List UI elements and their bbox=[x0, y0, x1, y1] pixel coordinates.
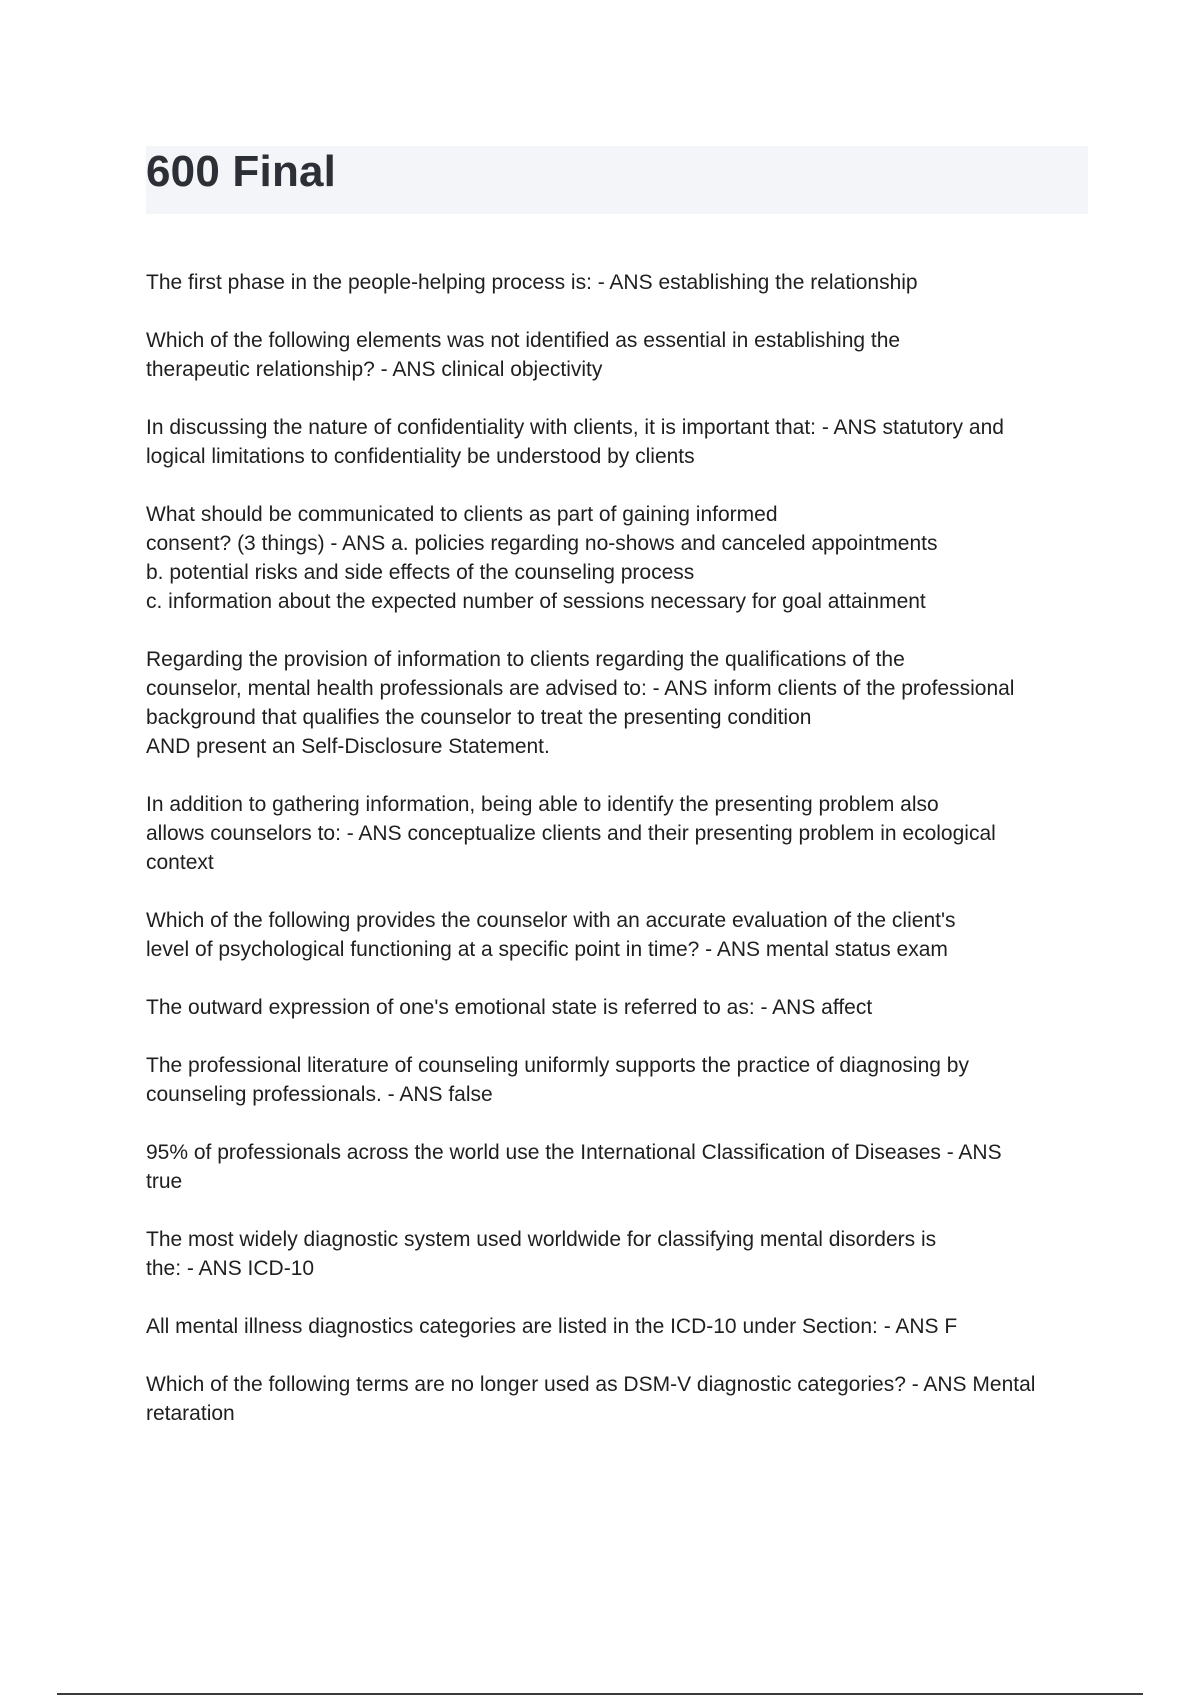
qa-item bbox=[146, 1225, 1094, 1283]
qa-line: the: - ANS ICD-10 bbox=[146, 1257, 315, 1280]
qa-line: background that qualifies the counselor to treat the presenting condition bbox=[146, 706, 812, 729]
qa-item bbox=[146, 1312, 1094, 1341]
qa-line: consent? (3 things) - ANS a. policies regarding no-shows and canceled appointments bbox=[146, 532, 938, 555]
qa-item bbox=[146, 413, 1094, 471]
qa-line: true bbox=[146, 1170, 183, 1193]
qa-item bbox=[146, 1051, 1094, 1109]
qa-line: logical limitations to confidentiality be understood by clients bbox=[146, 445, 695, 468]
qa-line: retaration bbox=[146, 1402, 235, 1425]
qa-line: In discussing the nature of confidentiality with clients, it is important that: - ANS statutory and bbox=[146, 416, 1004, 439]
qa-list bbox=[146, 268, 1094, 1457]
footer-divider bbox=[57, 1693, 1143, 1695]
qa-line: Regarding the provision of information to clients regarding the qualifications of the bbox=[146, 648, 905, 671]
qa-line: therapeutic relationship? - ANS clinical objectivity bbox=[146, 358, 603, 381]
qa-line: What should be communicated to clients as part of gaining informed bbox=[146, 503, 778, 526]
page-title: 600 Final bbox=[146, 147, 337, 196]
qa-line: context bbox=[146, 851, 214, 874]
qa-line: AND present an Self-Disclosure Statement. bbox=[146, 735, 550, 758]
qa-line: Which of the following elements was not identified as essential in establishing the bbox=[146, 329, 901, 352]
qa-line: 95% of professionals across the world use the International Classification of Diseases - ANS bbox=[146, 1141, 1002, 1164]
qa-line: level of psychological functioning at a specific point in time? - ANS mental status exam bbox=[146, 938, 948, 961]
qa-item bbox=[146, 645, 1094, 761]
qa-item bbox=[146, 326, 1094, 384]
qa-item bbox=[146, 268, 1094, 297]
qa-item bbox=[146, 790, 1094, 877]
qa-item bbox=[146, 1138, 1094, 1196]
qa-line: c. information about the expected number of sessions necessary for goal attainment bbox=[146, 590, 926, 613]
qa-line: All mental illness diagnostics categories are listed in the ICD-10 under Section: - ANS F bbox=[146, 1315, 958, 1338]
qa-line: allows counselors to: - ANS conceptualize clients and their presenting problem in ecological bbox=[146, 822, 996, 845]
qa-line: counseling professionals. - ANS false bbox=[146, 1083, 493, 1106]
qa-line: In addition to gathering information, being able to identify the presenting problem also bbox=[146, 793, 939, 816]
qa-line: The outward expression of one's emotional state is referred to as: - ANS affect bbox=[146, 996, 873, 1019]
qa-item bbox=[146, 906, 1094, 964]
qa-line: b. potential risks and side effects of the counseling process bbox=[146, 561, 695, 584]
qa-line: Which of the following terms are no longer used as DSM-V diagnostic categories? - ANS Mental bbox=[146, 1373, 1036, 1396]
qa-line: The first phase in the people-helping process is: - ANS establishing the relationship bbox=[146, 271, 918, 294]
qa-line: Which of the following provides the counselor with an accurate evaluation of the client's bbox=[146, 909, 956, 932]
qa-line: counselor, mental health professionals are advised to: - ANS inform clients of the professional bbox=[146, 677, 1015, 700]
qa-item bbox=[146, 1370, 1094, 1428]
qa-line: The most widely diagnostic system used worldwide for classifying mental disorders is bbox=[146, 1228, 937, 1251]
qa-item bbox=[146, 993, 1094, 1022]
qa-line: The professional literature of counseling uniformly supports the practice of diagnosing by bbox=[146, 1054, 969, 1077]
qa-item bbox=[146, 500, 1094, 616]
